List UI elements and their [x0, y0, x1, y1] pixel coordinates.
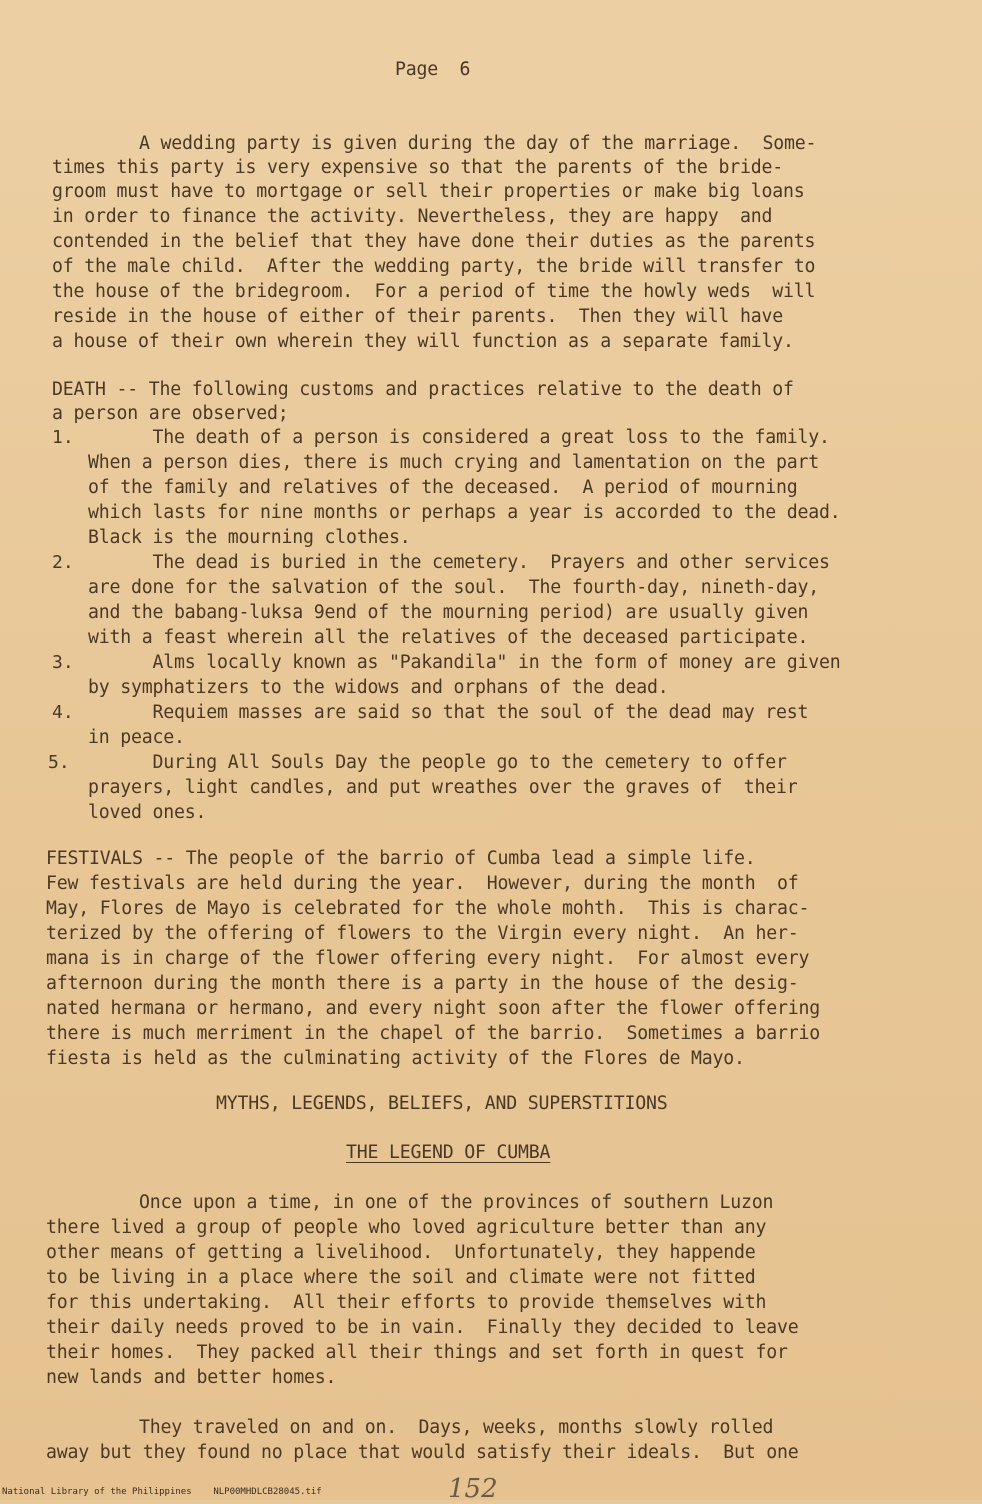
list-number: 5. — [48, 752, 70, 773]
text-line: there lived a group of people who loved agriculture better than any — [46, 1217, 767, 1238]
file-id: NLP00MHDLCB28045.tif — [213, 1487, 322, 1497]
list-item-line: loved ones. — [88, 802, 207, 823]
death-intro-line: a person are observed; — [52, 403, 289, 424]
text-line: the house of the bridegroom. For a period of time the howly weds will — [52, 281, 816, 302]
text-line: groom must have to mortgage or sell their properties or make big loans — [52, 181, 805, 202]
text-line: new lands and better homes. — [46, 1367, 337, 1388]
archive-footer — [2, 1486, 322, 1498]
list-number: 1. — [52, 427, 74, 448]
list-item-line: which lasts for nine months or perhaps a year is accorded to the dead. — [88, 502, 841, 523]
list-item-line: The dead is buried in the cemetery. Prayers and other services — [88, 552, 830, 573]
text-line: for this undertaking. All their efforts to provide themselves with — [46, 1292, 767, 1313]
list-number: 2. — [52, 552, 74, 573]
list-item-line: The death of a person is considered a great loss to the family. — [88, 427, 830, 448]
text-line: fiesta is held as the culminating activity of the Flores de Mayo. — [46, 1048, 745, 1069]
text-line: of the male child. After the wedding party, the bride will transfer to — [52, 256, 816, 277]
legend-title: THE LEGEND OF CUMBA — [346, 1142, 551, 1163]
text-line: a house of their own wherein they will function as a separate family. — [52, 331, 794, 352]
section-title: MYTHS, LEGENDS, BELIEFS, AND SUPERSTITIONS — [216, 1093, 668, 1114]
list-item-line: Requiem masses are said so that the soul of the dead may rest — [88, 702, 809, 723]
list-item-line: When a person dies, there is much crying and lamentation on the part — [88, 452, 819, 473]
text-line: other means of getting a livelihood. Unfortunately, they happende — [46, 1242, 756, 1263]
death-intro-line: DEATH -- The following customs and practices relative to the death of — [52, 379, 794, 400]
text-line: Few festivals are held during the year. However, during the month of — [46, 873, 799, 894]
text-line: to be living in a place where the soil and climate were not fitted — [46, 1267, 756, 1288]
text-line: times this party is very expensive so that the parents of the bride- — [52, 157, 783, 178]
list-item-line: are done for the salvation of the soul. The fourth-day, nineth-day, — [88, 577, 819, 598]
list-number: 3. — [52, 652, 74, 673]
text-line: They traveled on and on. Days, weeks, months slowly rolled — [96, 1417, 774, 1438]
list-item-line: Black is the mourning clothes. — [88, 527, 411, 548]
text-line: in order to finance the activity. Nevertheless, they are happy and — [52, 206, 773, 227]
list-item-line: by symphatizers to the widows and orphans of the dead. — [88, 677, 669, 698]
list-item-line: Alms locally known as "Pakandila" in the form of money are given — [88, 652, 841, 673]
list-number: 4. — [52, 702, 74, 723]
list-item-line: of the family and relatives of the deceased. A period of mourning — [88, 477, 798, 498]
text-line: mana is in charge of the flower offering every night. For almost every — [46, 948, 810, 969]
text-line: their homes. They packed all their things and set forth in quest for — [46, 1342, 788, 1363]
list-item-line: in peace. — [88, 727, 185, 748]
handwritten-page-number: 152 — [448, 1474, 498, 1504]
text-line: afternoon during the month there is a party in the house of the desig- — [46, 973, 799, 994]
page-header: Page 6 — [395, 59, 471, 80]
text-line: contended in the belief that they have done their duties as the parents — [52, 231, 816, 252]
text-line: terized by the offering of flowers to the Virgin every night. An her- — [46, 923, 799, 944]
text-line: away but they found no place that would satisfy their ideals. But one — [46, 1442, 799, 1463]
text-line: nated hermana or hermano, and every night soon after the flower offering — [46, 998, 820, 1019]
text-line: reside in the house of either of their parents. Then they will have — [52, 306, 783, 327]
list-item-line: and the babang-luksa 9end of the mourning period) are usually given — [88, 602, 809, 623]
text-line: A wedding party is given during the day of the marriage. Some- — [96, 133, 817, 154]
text-line: May, Flores de Mayo is celebrated for the whole mohth. This is charac- — [46, 898, 810, 919]
list-item-line: During All Souls Day the people go to the cemetery to offer — [88, 752, 787, 773]
text-line: FESTIVALS -- The people of the barrio of Cumba lead a simple life. — [46, 848, 756, 869]
list-item-line: with a feast wherein all the relatives of the deceased participate. — [88, 627, 809, 648]
text-line: their daily needs proved to be in vain. Finally they decided to leave — [46, 1317, 799, 1338]
text-line: Once upon a time, in one of the provinces of southern Luzon — [96, 1192, 774, 1213]
archive-name: National Library of the Philippines — [2, 1487, 192, 1497]
text-line: there is much merriment in the chapel of the barrio. Sometimes a barrio — [46, 1023, 820, 1044]
list-item-line: prayers, light candles, and put wreathes over the graves of their — [88, 777, 798, 798]
